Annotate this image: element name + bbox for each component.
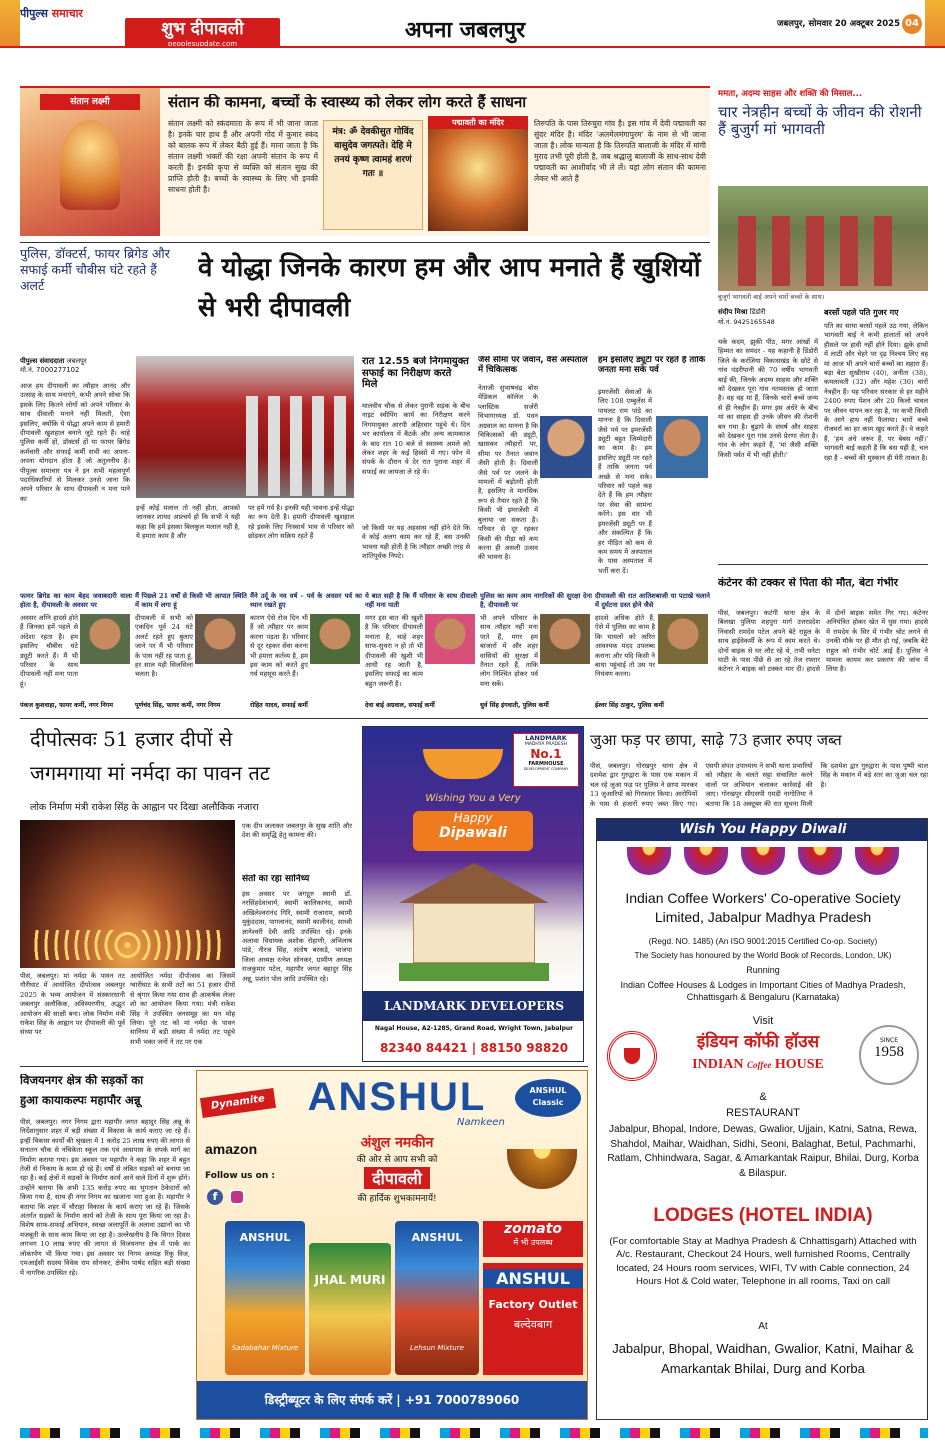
anshul-namkeen: Namkeen bbox=[457, 1117, 505, 1128]
divider-low bbox=[20, 1066, 588, 1067]
yoddha-col-2: इन्हें कोई मलाल तो नहीं होता, आपको जानकर शायद आश्चर्य हो कि सभी ने यही कहा कि हमें इसका बिलकुल मलाल नहीं है, ये हमारा काम है और bbox=[136, 504, 240, 541]
coffee-houses: Indian Coffee Houses & Lodges in Important Cities of Madhya Pradesh, Chhattisgarh & Bengaluru (Karnataka) bbox=[620, 980, 906, 1002]
ich-brand-en-3: HOUSE bbox=[774, 1057, 824, 1072]
coffee-org: Indian Coffee Workers' Co-operative Society Limited, Jabalpur Madhya Pradesh bbox=[625, 890, 901, 925]
voice-body: हादसे अधिक होते हैं, ऐसे में पुलिस का काम है कि घायलों को त्वरित आवश्यक मदद उपलब्ध कराना और यदि किसी ने बाधा पहुंचाई तो उस पर नियंत्रण करना। bbox=[595, 614, 655, 679]
coffee-wish-banner: Wish You Happy Diwali bbox=[597, 819, 928, 841]
yoddha-col-4: मालवीय चौक से लेकर पुरानी सड़क के बीच नाइट स्वीपिंग कार्य का निरीक्षण करने निगमायुक्त आरपी अहिरवार पहुंचे थे। दिन भर कार्यालय में बैठकें और अन्य कामकाज के बाद रात 10 बजे से स्वास्थ्य अमले को लेकर शहर के कई हिस्सों में गए। फोन में संपर्क के दौरान वे देर रात पुराना शहर में सफाई का जायजा ले रहे थे। bbox=[362, 402, 470, 476]
juaa-story bbox=[590, 722, 928, 832]
santan-image bbox=[20, 88, 160, 236]
anshul-greet-3: दीपावली bbox=[364, 1167, 430, 1189]
anshul-greet-4: की हार्दिक शुभकामनायें! bbox=[357, 1194, 437, 1204]
outlet-place: बल्देवबाग bbox=[513, 1318, 553, 1331]
landmark-ad[interactable] bbox=[362, 726, 584, 1062]
print-registration-bar bbox=[20, 1428, 928, 1438]
landmark-logo-text: LANDMARK bbox=[525, 734, 567, 742]
vijaynagar-headline-1: विजयनगर क्षेत्र की सड़कों का bbox=[20, 1074, 144, 1087]
narmada-headline-2: जगमगाया मां नर्मदा का पावन तट bbox=[30, 762, 270, 785]
ich-since-label: SINCE bbox=[879, 1037, 899, 1044]
outlet-label: Factory Outlet bbox=[488, 1298, 578, 1311]
voice-card bbox=[595, 592, 710, 712]
page-number: 04 bbox=[902, 14, 922, 34]
mamta-body-2: पति का साया बरसों पहले उठ गया, लेकिन भागवती बाई ने कभी हालातों को अपने हौसले पर हावी नहीं होने दिया। झुके हाथों में लाठी और चेहरे पर दृढ़ निश्चय लिए वह मां आज भी अपने चारों बच्चों का सहारा हैं। बड़ा बेटा सुखीराम (40), अनीता (38), कमलावती (32) और महेश (30) चारों नेत्रहीन हैं। यह परिवार सरकार से हर महीने 2400 रुपए पेंशन और 20 किलो चावल पर जीवन यापन कर रहा है, पर कभी किसी के आगे हाथ नहीं फैलाया। चारों बच्चे रोजमर्रा का हर काम खुद करते हैं। वे कहते हैं, 'हम अंधे जरूर हैं, पर बेबस नहीं।' भागवती बाई कहती हैं कि बस यही है, चल रहा है - बच्चों की मुस्कान ही मेरी ताकत है। bbox=[824, 322, 928, 462]
masthead-decor-right bbox=[925, 0, 945, 48]
anshul-ad[interactable] bbox=[196, 1070, 588, 1420]
mantra-text: मंत्र: ॐ देवकीसुत गोविंद वासुदेव जगत्पते। देहि मे तनयं कृष्ण त्वामहं शरणं गतः ॥ bbox=[332, 127, 414, 179]
narmada-body-2: आयोजित नर्मदा दीपोत्सव का जिसमें ग्वारीघाट के सभी तटों का 51 हजार दीपों से श्रृंगार किया गया साथ ही आकर्षक लेजर शो का आयोजन किया गया। मंत्री राकेश सिंह ने उपस्थित जनसमूह का मन मोह लिया। पूरे तट को मां नर्मदा के पावन सानिध्य में बड़ी संख्या में नर्मदा तट पहुंचे सभी भक्त जनों ने तट पर एक bbox=[130, 972, 235, 1046]
voice-photo bbox=[425, 614, 475, 664]
outlet-box bbox=[483, 1263, 583, 1375]
jhal-muri-pack bbox=[309, 1243, 391, 1375]
diya-row-icon bbox=[30, 930, 225, 960]
divider-top bbox=[20, 242, 710, 243]
ich-brand bbox=[663, 1031, 853, 1081]
house-lawn-icon bbox=[399, 963, 549, 981]
voice-quote: मैंने उर्दू के नव वर्ष – पर्व के अवसर पर्व का ध्यान रखते हुए bbox=[250, 592, 362, 610]
voice-name: धुर्व सिंह इंगवाती, पुलिस कर्मी bbox=[480, 702, 549, 709]
diya-icon bbox=[798, 847, 842, 875]
voice-body: भी अपने परिवार के साथ त्यौहार नहीं मना पाते हैं, मगर हम बाजारों में और शहर वासियों की सुरक्षा में तैनात रहते हैं, ताकि लोग निश्चिंत होकर पर्व मना सकें। bbox=[480, 614, 538, 688]
coffee-regd: (Regd. NO. 1485) (An ISO 9001:2015 Certified Co-op. Society) bbox=[648, 937, 878, 946]
voice-quote: ये बात सही है कि मैं परिवार के साथ दीवाली नहीं मना पाती bbox=[365, 592, 477, 610]
yoddha-byline-mobile: मो.नं. 7000277102 bbox=[20, 366, 80, 374]
anshul-follow: Follow us on : bbox=[205, 1171, 275, 1181]
anshul-greet-2: की ओर से आप सभी को bbox=[356, 1155, 438, 1165]
coffee-cup-icon bbox=[624, 1048, 640, 1064]
narmada-photo bbox=[20, 820, 235, 968]
anshul-contact-bar[interactable]: डिस्ट्रीब्यूटर के लिए संपर्क करें | +91 7000789060 bbox=[197, 1381, 587, 1419]
facebook-icon[interactable]: f bbox=[207, 1189, 223, 1205]
voice-name: देवा बाई अग्रवाल, सफाई कर्मी bbox=[365, 702, 435, 709]
ich-since-year: 1958 bbox=[874, 1044, 904, 1060]
vijaynagar-story bbox=[20, 1070, 190, 1420]
zomato-label: zomato bbox=[503, 1221, 563, 1237]
coffee-visit: Visit bbox=[752, 1015, 774, 1027]
ich-logo-seal bbox=[607, 1031, 657, 1081]
pilot-photo bbox=[656, 416, 708, 478]
mamta-body-1: थके कदम, झुकी पीठ, मगर आंखों में हिम्मत का समंदर - यह कहानी है डिंडोरी जिले के करंजिया विकासखंड के छोटे से गांव पंडरीपानी की 70 वर्षीय भागवती बाई की, जिनके अदम्य साहस और शक्ति को देखकर पूरा गांव नतमस्तक हो जाता है। वह वह मां हैं, जिनके चारों बच्चे जन्म से ही नेत्रहीन हैं। मगर इस अंधेरे के बीच मां का साहस ही उनके जीवन की रोशनी बन गया है। बुढ़ापे के संघर्ष और साहस को देखकर पूरा गांव उनसे प्रेरणा लेता है। गांव के लोग कहते हैं, 'मां जैसी शक्ति किसी पर्वत में भी नहीं होती।' bbox=[718, 338, 818, 459]
zomato-sub: में भी उपलब्ध bbox=[513, 1238, 553, 1247]
yoddha-col-1: आज हम दीपावली का त्यौहार आनंद और उत्साह के साथ मनाएंगे, कभी अपने सोचा कि इसके लिए कितने लोगों को अपने परिवार के साथ दीवाली मनाने नहीं मिलती, ऐसा इसलिए, क्योंकि ये योद्धा अपने काम से हमारी दीपावली खुशहाल बनाने जुटे रहते हैं। चाहे पुलिस कर्मी हों, डॉक्टर्स हों या फायर ब्रिगेड कर्मचारी और सफाई कर्मी सभी का अपना-अपना योगदान होता है जो अतुलनीय है। पीपुल्स समाचार पत्र ने इन सभी महत्वपूर्ण पदाधिकारियों से मिलकर उनसे जाना कि अपने परिवार के साथ दीपावली न मना पाने का bbox=[20, 382, 130, 503]
voice-name: रोहित यादव, सफाई कर्मी bbox=[250, 702, 308, 709]
narmada-saints-head: संतों का रहा सानिध्य bbox=[242, 874, 310, 884]
mamta-headline: चार नेत्रहीन बच्चों के जीवन की रोशनी हैं बुजुर्ग मां भागवती bbox=[718, 104, 922, 139]
narmada-body-4: इस अवसर पर जगद्गुरु स्वामी डॉ. नरसिंहदेवाचार्य, स्वामी कालिकानंद, स्वामी अखिलेश्वरानंद गिरि, स्वामी राजाराम, स्वामी मुकुंददास, पागलानंद, स्वामी कालीनंद, साध्वी ज्ञानेश्वरी देवी आदि उपस्थित रहे। इनके अलावा विधायक अशोक रोहाणी, अभिलाष पांडे, नीरज सिंह, संतोष बरकड़े, भाजपा जिला अध्यक्ष रत्नेश सोनकर, ग्रामीण अध्यक्ष राजकुमार पटेल, महापौर जगत बहादुर सिंह अन्नू, प्रशांत पोल आदि उपस्थित रहे। bbox=[242, 890, 352, 983]
santan-story bbox=[20, 86, 710, 236]
voice-name: पंकज कुशवाहा, फायर कर्मी, नगर निगम bbox=[20, 702, 114, 709]
coffee-at: At bbox=[758, 1321, 768, 1332]
landmark-name: LANDMARK DEVELOPERS bbox=[363, 991, 584, 1021]
mamta-byline-place: डिंडोरी bbox=[749, 308, 766, 316]
voice-body: दीपावली में सभी को एकदिन पूर्व 24 घंटे अलर्ट रहते हुए बुलाए जाने पर मैं भी परिवार के पास नहीं रह पाता हूं, हर साल यही सिलसिला चलता है। bbox=[135, 614, 193, 679]
coffee-lodge-text: (For comfortable Stay at Madhya Pradesh & Chhattisgarh) Attached with A/c. Restaurant, Checkout 24 Hours, well furnished Rooms, Centrally located, 24 Hours room services, WIFI, TV with Cable connection, 24 Hours Hot & Cold water, Telephone in all rooms, Taxi on call bbox=[609, 1236, 917, 1287]
mamta-kicker: ममता, अदम्य साहस और शक्ति की मिसाल... bbox=[718, 89, 863, 99]
mamta-story bbox=[718, 86, 928, 561]
diya-icon bbox=[684, 847, 728, 875]
coffee-running: Running bbox=[746, 965, 780, 975]
logo-line2: समाचार bbox=[51, 7, 83, 20]
ich-brand-en-2: Coffee bbox=[747, 1060, 772, 1070]
yoddha-sub-3: हम इसलिए ड्यूटी पर रहते हैं ताकि जनता मना सके पर्व bbox=[598, 356, 706, 375]
ich-since-badge bbox=[859, 1025, 919, 1085]
house-image bbox=[399, 863, 549, 981]
masthead bbox=[0, 0, 945, 48]
anshul-greeting bbox=[297, 1133, 497, 1213]
voice-body: मगर इस बात की खुशी है कि परिवार दीपावली मनाता है, चाहे शहर साफ-सुथरा न हो तो भी दीपावली की खुशी भी आधी रह जाती है, इसलिए सफाई का काम बहुत जरूरी है। bbox=[365, 614, 423, 688]
mamta-byline bbox=[718, 308, 818, 334]
anshul-classic-badge: ANSHUL Classic bbox=[515, 1079, 581, 1117]
section-title: अपना जबलपुर bbox=[404, 17, 526, 43]
yoddha-headline: वे योद्धा जिनके कारण हम और आप मनाते हैं खुशियों से भरी दीपावली bbox=[198, 253, 701, 323]
yoddha-col-6: नेताजी सुभाषचंद्र बोस मेडिकल कॉलेज के प्लास्टिक सर्जरी विभागाध्यक्ष डॉ. पवन अग्रवाल का मानना है कि चिकित्सकों की ड्यूटी, खासकर त्यौहारों पर, सीमा पर तैनात जवान जैसी होती है। दिवाली जैसे पर्व पर जलने के मामलों में बढ़ोतरी होती है, इसलिए वे मानसिक रूप से तैयार रहते हैं कि किसी भी इमरजेंसी में बुलाया जा सकता है। परिवार से दूर रहकर किसी की पीड़ा को कम करना ही असली उत्सव की भावना है। bbox=[478, 384, 538, 562]
voice-name: पूर्णचंद सिंह, फायर कर्मी, नगर निगम bbox=[135, 702, 221, 709]
doctor-photo bbox=[540, 416, 592, 478]
yoddha-sub-2: जैसे सीमा पर जवान, वैसे अस्पताल में चिकित्सक bbox=[478, 356, 588, 375]
family-figures-icon bbox=[738, 216, 908, 286]
ich-brand-hindi: इंडियन कॉफी हॉउस bbox=[696, 1032, 820, 1052]
greeting-title: शुभ दीपावली bbox=[161, 19, 244, 39]
voice-photo bbox=[540, 614, 590, 664]
yoddha-side-head: पुलिस, डॉक्टर्स, फायर ब्रिगेड और सफाई कर्मी चौबीस घंटे रहते हैं अलर्ट bbox=[20, 246, 170, 293]
santan-headline: संतान की कामना, बच्चों के स्वास्थ्य को लेकर लोग करते हैं साधना bbox=[168, 94, 527, 111]
diya-icon bbox=[741, 847, 785, 875]
katni-body: पीसं, जबलपुर। कटंगी थाना क्षेत्र के बिलखा पुलिया शहपुरा मार्ग उत्तरप्रदेश निवासी रामदेव पटेल अपने बेटे राहुल के साथ हाईवेकर्मी के रूप में काम करते थे। दोनों बाइक से घर लौट रहे थे, तभी धनेटा घाटी के पास पीछे से आ रहे तेज रफ्तार कंटेनर ने बाइक को टक्कर मार दी। हादसे में दोनों बाइक समेत गिर गए। कंटेनर अनियंत्रित होकर खेत में घुस गया। हादसे में रामदेव के सिर में गंभीर चोट लगने से उनकी मौके पर ही मौत हो गई, जबकि बेटे राहुल को गंभीर चोटें आई हैं। पुलिस ने मामला कायम कर प्रकरण की जांच में लिया है। bbox=[718, 609, 928, 674]
landmark-rank-sub: FARMHOUSE bbox=[528, 761, 564, 767]
yoddha-story bbox=[20, 246, 710, 588]
katni-headline: कंटेनर की टक्कर से पिता की मौत, बेटा गंभीर bbox=[718, 577, 899, 589]
anshul-pack bbox=[225, 1221, 305, 1375]
mamta-photo bbox=[718, 186, 928, 291]
lehsun-pack-brand: ANSHUL bbox=[411, 1231, 463, 1244]
vijaynagar-headline-2: हुआ कायाकल्पः महापौर अन्नू bbox=[20, 1094, 141, 1107]
voice-photo bbox=[195, 614, 245, 664]
narmada-body-1: पीसं, जबलपुर। मां नर्मदा के पावन तट गौरीघाट में आयोजित दीपोत्सव जबलपुर 2025 के भव्य आयोजन में संस्कारधानी जबलपुर अलौकिक, अविस्मरणीय, अद्भुत आयोजन की साक्षी बना। लोक निर्माण मंत्री राकेश सिंह के आह्वान पर दीपावली की पूर्व संध्या पर bbox=[20, 972, 125, 1037]
landmark-rank-line: MADHYA PRADESH bbox=[524, 742, 567, 747]
mamta-caption: बुजुर्ग भागवती बाई अपने चारों बच्चों के साथ। bbox=[718, 293, 825, 301]
ich-brand-en-1: INDIAN bbox=[692, 1057, 744, 1072]
landmark-happy: Happy bbox=[453, 811, 493, 825]
landmark-rank: No.1 bbox=[530, 747, 562, 761]
mamta-subhead: बरसों पहले पति गुजर गए bbox=[824, 308, 899, 317]
greeting-banner bbox=[125, 18, 280, 48]
mantra-box bbox=[323, 120, 423, 230]
coffee-honour: The Society has honoured by the World Book of Records, London, UK) bbox=[634, 951, 892, 960]
temple-image bbox=[428, 116, 528, 231]
yoddha-col-7: इमरजेंसी सेवाओं के लिए 108 एम्बुलेंस में पायलट राम पांडे का मानना है कि दिवाली जैसे पर्व पर इमरजेंसी ड्यूटी बहुत जिम्मेदारी का काम है। हम इसलिए ड्यूटी पर रहते हैं ताकि जनता पर्व अच्छे से मना सके। परिवार को पहले कह देते हैं कि हम त्यौहार पर सेवा की सामना करेंगे। इस वार भी इमरजेंसी ड्यूटी पर हैं और संकल्पित हैं कि हर पीड़ित को कम से कम समय में अस्पताल के पास अस्पताल में भर्ती करा दें। bbox=[598, 388, 652, 575]
narmada-headline-1: दीपोत्सवः 51 हजार दीपों से bbox=[30, 728, 233, 751]
landmark-dipawali: Dipawali bbox=[439, 825, 507, 841]
logo-line1: पीपुल्स bbox=[20, 7, 48, 20]
voices-row bbox=[20, 592, 710, 712]
santan-col1: संतान लक्ष्मी को स्कंदमाता के रूप में भी जाना जाता है। इनके चार हाथ हैं और अपनी गोद में कुमार स्कंद को बालक रूप में लेकर बैठी हुई हैं। माना जाता है कि संतान लक्ष्मी भक्तों की रक्षा अपनी संतान के रूप में करती हैं। इनकी कृपा से व्यक्ति को संतान सुख की प्राप्ति होती है। बच्चों के स्वास्थ्य के लिए भी इनकी साधना होती है। bbox=[168, 119, 318, 194]
anshul-pack-variant: Sadabahar Mixture bbox=[231, 1344, 299, 1352]
coffee-restaurant: RESTAURANT bbox=[726, 1107, 800, 1119]
coffee-cities: Jabalpur, Bhopal, Indore, Dewas, Gwalior, Ujjain, Katni, Satna, Rewa, Shahdol, Maihar, Waidhan, Sidhi, Seoni, Balaghat, Betul, Pachmarhi, Ratlam, Chhindwara, Sagar, & Amarkantak Raipur, Bhilai, Durg, Korba & Bilaspur. bbox=[607, 1124, 919, 1179]
voice-card bbox=[365, 592, 477, 712]
voice-photo bbox=[80, 614, 130, 664]
mamta-byline-mobile: मो.नं. 9425165548 bbox=[718, 318, 775, 326]
ich-brand-english bbox=[663, 1053, 853, 1077]
coffee-lodge-cities: Jabalpur, Bhopal, Waidhan, Gwalior, Katni, Maihar & Amarkantak Bhilai, Durg and Korba bbox=[612, 1341, 914, 1376]
mamta-byline-name: संदीप मिश्रा bbox=[718, 308, 748, 316]
narmada-subhead: लोक निर्माण मंत्री राकेश सिंह के आह्वान पर दिखा अलौकिक नजारा bbox=[30, 802, 259, 813]
page-date: जबलपुर, सोमवार 20 अक्टूबर 2025 bbox=[777, 19, 900, 29]
voice-photo bbox=[658, 614, 708, 664]
fire-truck-photo bbox=[136, 356, 354, 498]
narmada-story bbox=[20, 722, 355, 1062]
diya-icon bbox=[855, 847, 899, 875]
landmark-address: Nagal House, A2-1285, Grand Road, Wright Town, Jabalpur bbox=[374, 1025, 574, 1032]
yoddha-col-3: पर हमें गर्व है। इनकी यही भावना इन्हें योद्धा का रूप देती है। हमारी दीपावली खुशहाल रहे इसके लिए निःस्वार्थ भाव से परिवार को छोड़कर लोग सक्रिय रहते हैं bbox=[248, 504, 354, 541]
landmark-diya-icon bbox=[423, 749, 503, 779]
yoddha-byline bbox=[20, 356, 130, 378]
vijaynagar-body: पीसं, जबलपुर। नगर निगम द्वारा महापौर जगत बहादुर सिंह अन्नू के निर्देशानुसार शहर में बड़ी संख्या में विकास के कार्य कराए जा रहे हैं। इन्हीं विकास कार्यों की श्रृंखला में 1 करोड़ 25 लाख रुपए की लागत से सनातन चौक से नचिकेता स्कूल तक एवं आसपास के संपर्क मार्ग का निर्माण कराया गया। इस अवसर पर महापौर ने कहा कि शहर में बहुत तेजी से निकाय के काम हो रहे हैं। वर्षों से लंबित सड़कों को बनाया जा रहा है। कई क्षेत्रों में सड़कों के निर्माण कार्य आने वाले दिनों में शुरू होंगे। उन्होंने बताया कि अभी 135 करोड़ रुपए का भुगतान ठेकेदारों को किया गया है, साथ ही नगर निगम का खजाना भरा हुआ है। महापौर ने बताया कि शहर में चौराहा विकास के कार्य कराए जा रहे हैं। जिसके अंतर्गत सड़कों के निर्माण कार्य को तेजी के साथ पूरा किया जा रहा है। विशेष साफ-सफाई अभियान, स्वच्छ जलापूर्ति के अलावा उद्यानों का भी मजबूती के साथ काम किया जा रहा है। उल्लेखनीय है कि विगत दिवस लगभग 10 लाख रुपए की लागत से विजयनगर क्षेत्र में पार्क का लोकार्पण भी किया गया। इस अवसर पर निगम अध्यक्ष रिंकू विज, एमआईसी सदस्य विवेक राम सोनकर, क्षेत्रीय पार्षद सहित बड़ी संख्या में नागरिक उपस्थित रहे। bbox=[20, 1118, 190, 1277]
yoddha-byline-name: पीपुल्स संवाददाता bbox=[20, 357, 65, 365]
landmark-rank-sub2: DEVELOPMENT COMPANY bbox=[523, 767, 569, 771]
landmark-phone[interactable]: 82340 84421 | 88150 98820 bbox=[379, 1041, 569, 1055]
voice-card bbox=[480, 592, 592, 712]
yoddha-byline-place: जबलपुर bbox=[66, 357, 87, 365]
workers-figures-icon bbox=[246, 396, 346, 496]
landmark-wish: Wishing You a Very bbox=[425, 793, 521, 804]
yoddha-sub-1: रात 12.55 बजे निगमायुक्त सफाई का निरीक्षण करते मिले bbox=[362, 356, 469, 390]
voice-card bbox=[250, 592, 362, 712]
house-wall-icon bbox=[413, 903, 535, 963]
lehsun-pack-variant: Lehsun Mixture bbox=[410, 1344, 464, 1352]
voice-body: कारण ऐसे रोज दिन भी हैं जो त्यौहार पर काम करना पड़ता है। परिवार से दूर रहकर सेवा करना भी हमारा कर्तव्य है, हम इस काम को करते हुए गर्व महसूस करते हैं। bbox=[250, 614, 308, 679]
voice-card bbox=[20, 592, 132, 712]
jhal-muri-label: JHAL MURI bbox=[314, 1273, 386, 1287]
outlet-brand: ANSHUL bbox=[483, 1269, 583, 1288]
house-roof-icon bbox=[399, 863, 549, 903]
santan-tag: संतान लक्ष्मी bbox=[40, 94, 140, 110]
anshul-pack-brand: ANSHUL bbox=[239, 1231, 291, 1244]
voice-quote: पुलिस का काम आम नागरिकों की सुरक्षा देना है, दीपावली पर bbox=[480, 592, 592, 610]
juaa-body: पीसं, जबलपुर। गोरखपुर थाना क्षेत्र में दशमेश द्वार गुरुद्वारा के पास एक मकान में चल रहे जुआ फड़ पर पुलिस ने छापा मारकर 13 जुआरियों को गिरफ्तार किया। आरोपियों के पास से हजारों रुपए जब्त किए गए। एसपी संपत उपाध्याय ने सभी थाना प्रभारियों को त्यौहार के चलते सट्टा संचालित करने वालों पर अभियान चलाकर कार्रवाई की जाए। गोरखपुर सीएसपी एमडी नागोतिया ने बताया कि 18 अक्टूबर की रात सूचना मिली कि दशमेश द्वार गुरुद्वारा के पास पुष्पी चाल सिंह के मकान में बड़े स्तर का जुआ चल रहा है। bbox=[590, 762, 928, 808]
goddess-figure-icon bbox=[60, 120, 120, 210]
website-link[interactable]: peoplesupdate.com bbox=[167, 40, 238, 48]
coffee-house-ad[interactable] bbox=[596, 818, 928, 1420]
anshul-dynamite: Dynamite bbox=[200, 1088, 276, 1118]
coffee-amp: & bbox=[759, 1091, 767, 1103]
lehsun-pack bbox=[395, 1221, 479, 1375]
yoddha-col-5: जो किसी पर यह अहसास नहीं होने देते कि वे कोई अलग काम कर रहे हैं, बस उनकी भावना यही होती है कि त्यौहार अच्छी तरह से शांतिपूर्वक निपटे। bbox=[362, 524, 470, 561]
coffee-lamps bbox=[607, 847, 919, 883]
juaa-headline: जुआ फड़ पर छापा, साढ़े 73 हजार रुपए जब्त bbox=[590, 732, 842, 749]
voice-quote: दीपावली की रात आतिशबाजी या पटाखे चलाने में दुर्घटना ग्रस्त होने जैसे bbox=[595, 592, 710, 610]
voice-body: अवसर अग्नि हादसे होते हैं जिनका हमें पहले से अंदेशा रहता है। हम इसलिए चौबीस घंटे ड्यूटी करते हैं। मैं भी परिवार के साथ दीपावली नहीं मना पाता हूं। bbox=[20, 614, 78, 688]
landmark-happy-box bbox=[413, 811, 533, 851]
temple-tag: पद्मावती का मंदिर bbox=[428, 116, 528, 129]
santan-col2: तिरुपति के पास तिरुचुरा गांव है। इस गांव में देवी पद्मावती का सुंदर मंदिर है। मंदिर 'अलमेलमंगापुरम' के नाम से भी जाना जाता है। लोक मान्यता है कि तिरुपति बालाजी के मंदिर में मांगी मुराद तभी पूरी होती है, जब श्रद्धालु बालाजी के साथ-साथ देवी पद्मावती का आशीर्वाद भी ले लें। यहां लोग संतान की कामना लेकर भी आते हैं bbox=[534, 119, 706, 183]
instagram-icon[interactable] bbox=[229, 1189, 245, 1205]
voice-quote: फायर ब्रिगेड का काम बेहद जवाबदारी वाला होता है, दीपावली के अवसर पर bbox=[20, 592, 132, 610]
divider-mid bbox=[20, 718, 928, 719]
masthead-decor-left bbox=[0, 0, 20, 48]
voice-quote: मैं पिछले 21 वर्षों से किसी भी आपात स्थिति में काम में लगा हूं bbox=[135, 592, 247, 610]
voice-card bbox=[135, 592, 247, 712]
masthead-logo bbox=[20, 6, 130, 26]
anshul-amazon[interactable]: amazon bbox=[205, 1141, 258, 1157]
anshul-brand: ANSHUL bbox=[307, 1075, 487, 1119]
anshul-diya-icon bbox=[507, 1149, 577, 1189]
coffee-lodges: LODGES (HOTEL INDIA) bbox=[653, 1205, 873, 1226]
narmada-body-3: एक दीप जलाकर जबलपुर के सुख शांति और देश की समृद्धि हेतु कामना की। bbox=[242, 822, 352, 840]
zomato-box bbox=[483, 1221, 583, 1257]
diya-icon bbox=[627, 847, 671, 875]
anshul-greet-1: अंशुल नमकीन bbox=[360, 1135, 434, 1151]
katni-story bbox=[718, 564, 928, 714]
landmark-logo bbox=[513, 733, 579, 787]
voice-name: ईश्वर सिंह ठाकुर, पुलिस कर्मी bbox=[595, 702, 664, 709]
voice-photo bbox=[310, 614, 360, 664]
